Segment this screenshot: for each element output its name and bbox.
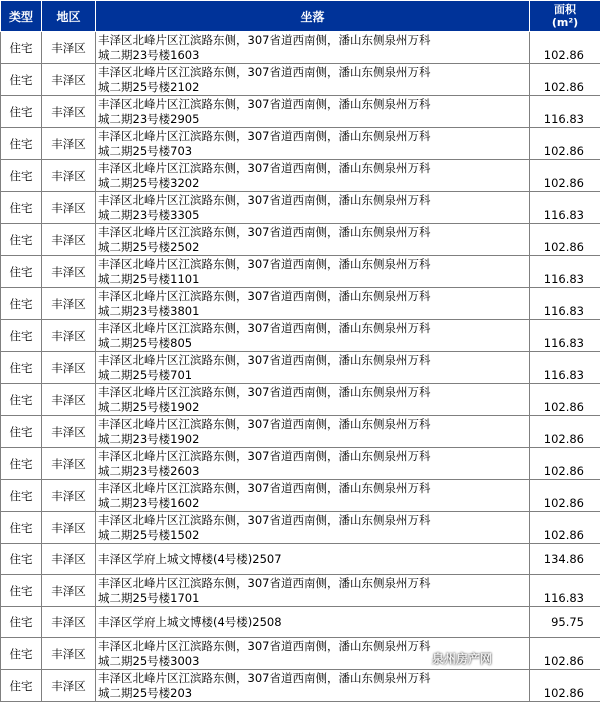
table-row <box>1 670 600 702</box>
table-row <box>1 544 600 575</box>
address-line-2: 城二期25号楼1502 <box>98 528 529 543</box>
cell-address <box>96 448 530 480</box>
cell-district: 丰泽区 <box>42 607 96 638</box>
cell-district: 丰泽区 <box>42 638 96 670</box>
table-row <box>1 575 600 607</box>
cell-district: 丰泽区 <box>42 288 96 320</box>
address-line-2: 城二期25号楼3202 <box>98 176 529 191</box>
cell-district: 丰泽区 <box>42 512 96 544</box>
cell-district: 丰泽区 <box>42 544 96 575</box>
table-row <box>1 448 600 480</box>
cell-address <box>96 544 530 575</box>
table-row <box>1 192 600 224</box>
address-line-2: 城二期23号楼2905 <box>98 112 529 127</box>
cell-district: 丰泽区 <box>42 64 96 96</box>
table-row <box>1 288 600 320</box>
address-line-2: 城二期23号楼1602 <box>98 496 529 511</box>
cell-address <box>96 670 530 702</box>
cell-district: 丰泽区 <box>42 352 96 384</box>
cell-type: 住宅 <box>1 448 42 480</box>
cell-area: 102.86 <box>530 512 600 544</box>
cell-area: 102.86 <box>530 480 600 512</box>
cell-district: 丰泽区 <box>42 160 96 192</box>
cell-address <box>96 320 530 352</box>
address-line-2: 城二期25号楼1701 <box>98 591 529 606</box>
cell-area: 116.83 <box>530 320 600 352</box>
cell-district: 丰泽区 <box>42 128 96 160</box>
table-row <box>1 64 600 96</box>
cell-district: 丰泽区 <box>42 256 96 288</box>
address-line-1: 丰泽区北峰片区江滨路东侧，307省道西南侧，潘山东侧泉州万科 <box>98 193 529 208</box>
cell-area: 102.86 <box>530 32 600 64</box>
cell-area: 102.86 <box>530 128 600 160</box>
cell-address <box>96 256 530 288</box>
table-row <box>1 416 600 448</box>
address-line-1: 丰泽区北峰片区江滨路东侧，307省道西南侧，潘山东侧泉州万科 <box>98 385 529 400</box>
cell-area: 95.75 <box>530 607 600 638</box>
cell-area: 102.86 <box>530 160 600 192</box>
cell-district: 丰泽区 <box>42 224 96 256</box>
table-row <box>1 384 600 416</box>
cell-area: 116.83 <box>530 352 600 384</box>
address-line-2: 城二期25号楼701 <box>98 368 529 383</box>
cell-area: 116.83 <box>530 96 600 128</box>
cell-area: 102.86 <box>530 416 600 448</box>
table-row <box>1 512 600 544</box>
cell-area: 116.83 <box>530 256 600 288</box>
address-line-1: 丰泽区北峰片区江滨路东侧，307省道西南侧，潘山东侧泉州万科 <box>98 671 529 686</box>
cell-district: 丰泽区 <box>42 384 96 416</box>
table-row <box>1 607 600 638</box>
cell-type: 住宅 <box>1 384 42 416</box>
table-row <box>1 32 600 64</box>
address-line-2: 城二期25号楼2102 <box>98 80 529 95</box>
address-line-1: 丰泽区北峰片区江滨路东侧，307省道西南侧，潘山东侧泉州万科 <box>98 481 529 496</box>
table-row <box>1 638 600 670</box>
address-line-2: 城二期23号楼1603 <box>98 48 529 63</box>
cell-address <box>96 64 530 96</box>
address-line-1: 丰泽区学府上城文博楼(4号楼)2508 <box>98 615 529 630</box>
address-line-2: 城二期23号楼3305 <box>98 208 529 223</box>
cell-address <box>96 96 530 128</box>
cell-district: 丰泽区 <box>42 575 96 607</box>
cell-address <box>96 32 530 64</box>
cell-address <box>96 416 530 448</box>
address-line-2: 城二期23号楼3801 <box>98 304 529 319</box>
address-line-1: 丰泽区北峰片区江滨路东侧，307省道西南侧，潘山东侧泉州万科 <box>98 129 529 144</box>
address-line-1: 丰泽区北峰片区江滨路东侧，307省道西南侧，潘山东侧泉州万科 <box>98 225 529 240</box>
cell-type: 住宅 <box>1 160 42 192</box>
cell-type: 住宅 <box>1 480 42 512</box>
address-line-1: 丰泽区北峰片区江滨路东侧，307省道西南侧，潘山东侧泉州万科 <box>98 639 529 654</box>
address-line-2: 城二期25号楼2502 <box>98 240 529 255</box>
cell-district: 丰泽区 <box>42 96 96 128</box>
cell-address <box>96 607 530 638</box>
table-row <box>1 96 600 128</box>
address-line-2: 城二期25号楼1902 <box>98 400 529 415</box>
header-area-label: 面积 <box>530 3 600 16</box>
table-body <box>1 32 600 702</box>
address-line-2: 城二期25号楼203 <box>98 686 529 701</box>
cell-type: 住宅 <box>1 64 42 96</box>
cell-type: 住宅 <box>1 575 42 607</box>
cell-type: 住宅 <box>1 224 42 256</box>
address-line-1: 丰泽区北峰片区江滨路东侧，307省道西南侧，潘山东侧泉州万科 <box>98 513 529 528</box>
table-row <box>1 160 600 192</box>
cell-type: 住宅 <box>1 607 42 638</box>
table-row <box>1 128 600 160</box>
address-line-1: 丰泽区北峰片区江滨路东侧，307省道西南侧，潘山东侧泉州万科 <box>98 289 529 304</box>
address-line-1: 丰泽区北峰片区江滨路东侧，307省道西南侧，潘山东侧泉州万科 <box>98 576 529 591</box>
cell-type: 住宅 <box>1 96 42 128</box>
cell-district: 丰泽区 <box>42 192 96 224</box>
address-line-1: 丰泽区北峰片区江滨路东侧，307省道西南侧，潘山东侧泉州万科 <box>98 161 529 176</box>
cell-district: 丰泽区 <box>42 32 96 64</box>
cell-type: 住宅 <box>1 544 42 575</box>
cell-type: 住宅 <box>1 512 42 544</box>
cell-type: 住宅 <box>1 670 42 702</box>
cell-district: 丰泽区 <box>42 480 96 512</box>
cell-area: 134.86 <box>530 544 600 575</box>
address-line-1: 丰泽区北峰片区江滨路东侧，307省道西南侧，潘山东侧泉州万科 <box>98 321 529 336</box>
address-line-2: 城二期25号楼1101 <box>98 272 529 287</box>
table-row <box>1 352 600 384</box>
cell-type: 住宅 <box>1 638 42 670</box>
table-row <box>1 224 600 256</box>
cell-type: 住宅 <box>1 192 42 224</box>
cell-address <box>96 128 530 160</box>
cell-address <box>96 288 530 320</box>
header-area-unit: (m²) <box>530 16 600 29</box>
table-row <box>1 320 600 352</box>
address-line-1: 丰泽区北峰片区江滨路东侧，307省道西南侧，潘山东侧泉州万科 <box>98 33 529 48</box>
cell-district: 丰泽区 <box>42 448 96 480</box>
address-line-1: 丰泽区北峰片区江滨路东侧，307省道西南侧，潘山东侧泉州万科 <box>98 417 529 432</box>
header-district: 地区 <box>42 1 96 32</box>
address-line-1: 丰泽区北峰片区江滨路东侧，307省道西南侧，潘山东侧泉州万科 <box>98 449 529 464</box>
cell-address <box>96 224 530 256</box>
cell-type: 住宅 <box>1 128 42 160</box>
cell-address <box>96 192 530 224</box>
address-line-1: 丰泽区北峰片区江滨路东侧，307省道西南侧，潘山东侧泉州万科 <box>98 353 529 368</box>
cell-area: 102.86 <box>530 384 600 416</box>
cell-district: 丰泽区 <box>42 320 96 352</box>
cell-area: 102.86 <box>530 224 600 256</box>
cell-area: 102.86 <box>530 670 600 702</box>
cell-area: 116.83 <box>530 575 600 607</box>
address-line-2: 城二期25号楼805 <box>98 336 529 351</box>
cell-address <box>96 384 530 416</box>
cell-type: 住宅 <box>1 416 42 448</box>
table-row <box>1 480 600 512</box>
cell-address <box>96 575 530 607</box>
cell-district: 丰泽区 <box>42 670 96 702</box>
address-line-1: 丰泽区北峰片区江滨路东侧，307省道西南侧，潘山东侧泉州万科 <box>98 257 529 272</box>
cell-area: 102.86 <box>530 448 600 480</box>
cell-type: 住宅 <box>1 352 42 384</box>
cell-address <box>96 160 530 192</box>
cell-type: 住宅 <box>1 288 42 320</box>
cell-address <box>96 512 530 544</box>
watermark: 泉州房产网 <box>432 650 492 667</box>
cell-type: 住宅 <box>1 32 42 64</box>
cell-type: 住宅 <box>1 320 42 352</box>
address-line-1: 丰泽区北峰片区江滨路东侧，307省道西南侧，潘山东侧泉州万科 <box>98 97 529 112</box>
cell-area: 102.86 <box>530 638 600 670</box>
cell-area: 102.86 <box>530 64 600 96</box>
table-row <box>1 256 600 288</box>
address-line-2: 城二期23号楼2603 <box>98 464 529 479</box>
cell-address <box>96 480 530 512</box>
address-line-2: 城二期23号楼1902 <box>98 432 529 447</box>
address-line-1: 丰泽区北峰片区江滨路东侧，307省道西南侧，潘山东侧泉州万科 <box>98 65 529 80</box>
table-header-row <box>1 1 600 32</box>
address-line-2: 城二期25号楼703 <box>98 144 529 159</box>
address-line-2: 城二期25号楼3003 <box>98 654 529 669</box>
address-line-1: 丰泽区学府上城文博楼(4号楼)2507 <box>98 552 529 567</box>
header-area <box>530 1 600 32</box>
cell-district: 丰泽区 <box>42 416 96 448</box>
cell-address <box>96 352 530 384</box>
header-type: 类型 <box>1 1 42 32</box>
cell-area: 116.83 <box>530 192 600 224</box>
cell-area: 116.83 <box>530 288 600 320</box>
header-address: 坐落 <box>96 1 530 32</box>
cell-type: 住宅 <box>1 256 42 288</box>
